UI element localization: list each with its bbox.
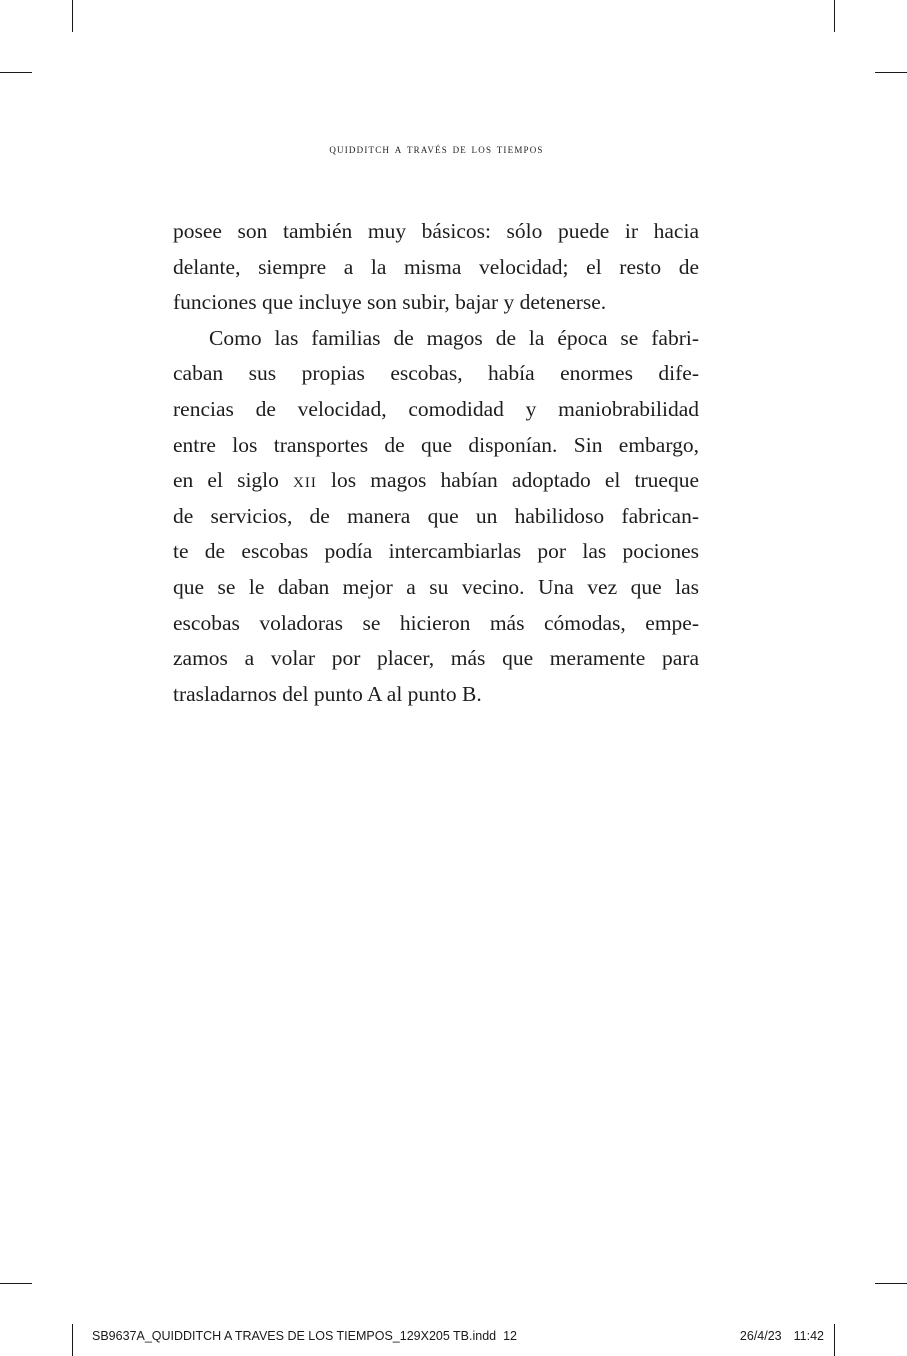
text-line: zamos a volar por placer, más que meramente para — [173, 646, 699, 671]
paragraph-2 — [173, 321, 699, 713]
text-line: escobas voladoras se hicieron más cómodas, empe- — [173, 610, 699, 635]
crop-mark-bottom-left-horizontal — [0, 1283, 32, 1284]
text-line: de servicios, de manera que un habilidoso fabrican- — [173, 503, 699, 528]
text-line: rencias de velocidad, comodidad y maniobrabilidad — [173, 396, 699, 421]
text-line: Como las familias de magos de la época se fabri- — [209, 325, 699, 350]
text-line: que se le daban mejor a su vecino. Una vez que las — [173, 574, 699, 599]
body-text — [173, 214, 699, 712]
siglo-before: en el siglo — [173, 468, 294, 493]
century-numeral: xii — [293, 468, 317, 493]
slug-timestamp — [740, 1329, 824, 1343]
crop-mark-bottom-right-vertical — [834, 1324, 835, 1356]
slug-page-number: 12 — [503, 1329, 517, 1343]
text-line: caban sus propias escobas, había enormes dife- — [173, 361, 699, 386]
slug-filename: SB9637A_QUIDDITCH A TRAVES DE LOS TIEMPOS_129X205 TB.indd — [92, 1329, 497, 1343]
running-head-text: quidditch a través de los tiempos — [329, 141, 544, 156]
crop-mark-bottom-right-horizontal — [875, 1283, 907, 1284]
siglo-after: los magos habían adoptado el trueque — [316, 468, 699, 493]
text-line: entre los transportes de que disponían. Sin embargo, — [173, 432, 699, 457]
text-line: delante, siempre a la misma velocidad; el resto de — [173, 254, 699, 279]
crop-mark-top-right-horizontal — [875, 72, 907, 73]
text-line: funciones que incluye son subir, bajar y detenerse. — [173, 290, 607, 315]
paragraph-1 — [173, 214, 699, 321]
crop-mark-bottom-left-vertical — [72, 1324, 73, 1356]
slug-file-info — [92, 1329, 517, 1343]
slug-time: 11:42 — [793, 1329, 824, 1343]
crop-mark-top-right-vertical — [834, 0, 835, 32]
text-line-siglo — [173, 463, 699, 499]
text-line: trasladarnos del punto A al punto B. — [173, 681, 482, 706]
crop-mark-top-left-horizontal — [0, 72, 32, 73]
running-head — [0, 141, 907, 157]
text-line: te de escobas podía intercambiarlas por las pociones — [173, 539, 699, 564]
slug-date: 26/4/23 — [739, 1329, 782, 1343]
crop-mark-top-left-vertical — [72, 0, 73, 32]
text-line: posee son también muy básicos: sólo puede ir hacia — [173, 219, 699, 243]
